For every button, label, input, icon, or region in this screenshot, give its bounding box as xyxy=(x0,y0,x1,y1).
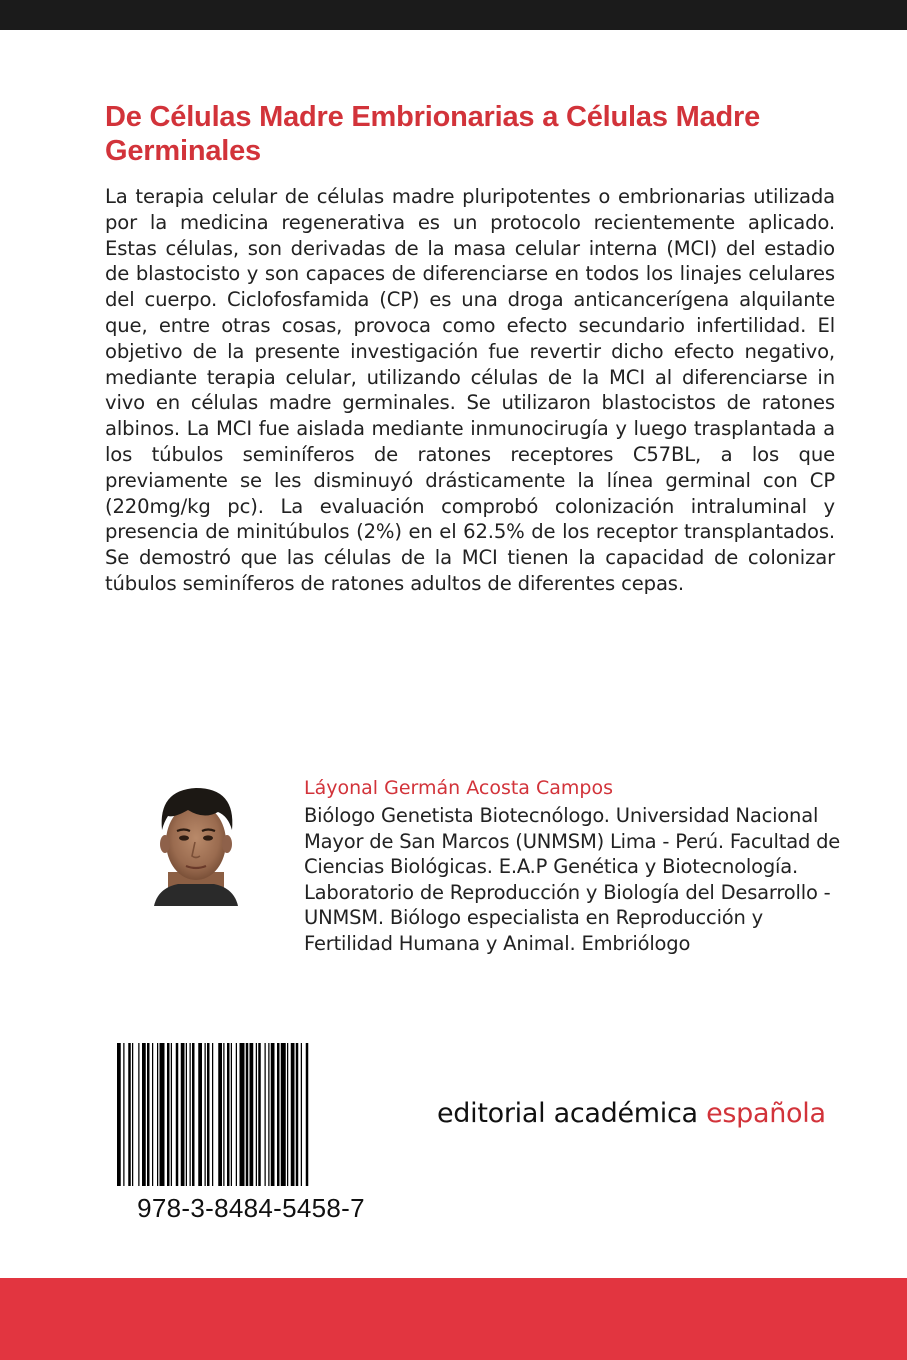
top-bar xyxy=(0,0,907,30)
publisher-name-main: editorial académica xyxy=(437,1098,707,1129)
author-bio: Biólogo Genetista Biotecnólogo. Universidad Nacional Mayor de San Marcos (UNMSM) Lima - Perú. Facultad de Ciencias Biológicas. E.A.P Genética y Biotecnología. Laboratorio de Reproducción y Biología del Desarrollo - UNMSM. Biólogo especialista en Reproducción y Fertilidad Humana y Animal. Embriólogo xyxy=(304,804,841,955)
bottom-bar xyxy=(0,1278,907,1360)
book-abstract: La terapia celular de células madre pluripotentes o embrionarias utilizada por la medicina regenerativa es un protocolo recientemente aplicado. Estas células, son derivadas de la masa celular interna (MCI) del estadio de blastocisto y son capaces de diferenciarse en todos los linajes celulares del cuerpo. Ciclofosfamida (CP) es una droga anticancerígena alquilante que, entre otras cosas, provoca como efecto secundario infertilidad. El objetivo de la presente investigación fue revertir dicho efecto negativo, mediante terapia celular, utilizando células de la MCI al diferenciarse in vivo en células madre germinales. Se utilizaron blastocistos de ratones albinos. La MCI fue aislada mediante inmunocirugía y luego trasplantada a los túbulos seminíferos de ratones receptores C57BL, a los que previamente se les disminuyó drásticamente la línea germinal con CP (220mg/kg pc). La evaluación comprobó colonización intraluminal y presencia de minitúbulos (2%) en el 62.5% de los receptor transplantados. Se demostró que las células de la MCI tienen la capacidad de colonizar túbulos seminíferos de ratones adultos de diferentes cepas. xyxy=(105,185,835,595)
publisher-logo xyxy=(437,1096,826,1132)
publisher-name-accent: española xyxy=(706,1098,826,1129)
author-name: Láyonal Germán Acosta Campos xyxy=(304,777,613,799)
isbn-number: 978-3-8484-5458-7 xyxy=(137,1193,365,1223)
barcode-icon xyxy=(117,1043,385,1186)
author-photo xyxy=(148,780,244,906)
book-title: De Células Madre Embrionarias a Células Madre Germinales xyxy=(105,101,761,167)
